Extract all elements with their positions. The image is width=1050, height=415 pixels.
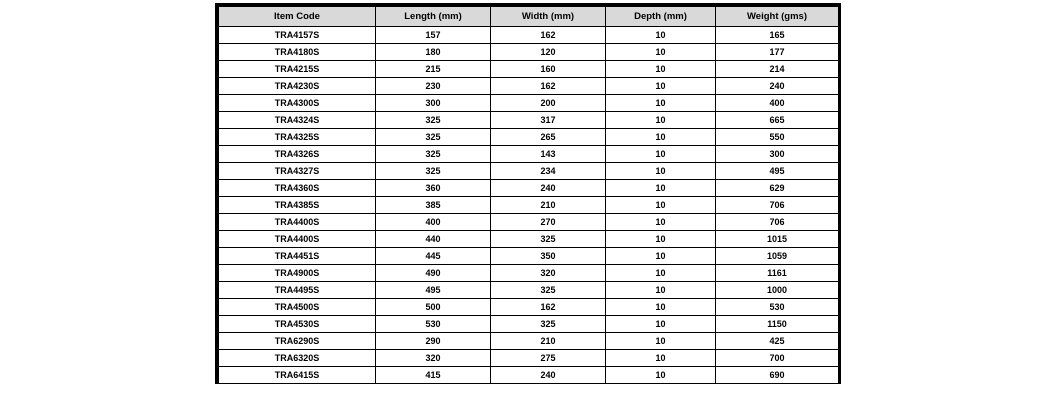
value-cell: 320 (491, 265, 606, 282)
value-cell: 445 (376, 248, 491, 265)
value-cell: 320 (376, 350, 491, 367)
value-cell: 10 (606, 27, 716, 44)
value-cell: 385 (376, 197, 491, 214)
item-code-cell: TRA4300S (219, 95, 376, 112)
value-cell: 180 (376, 44, 491, 61)
value-cell: 415 (376, 367, 491, 384)
value-cell: 10 (606, 333, 716, 350)
value-cell: 550 (716, 129, 839, 146)
item-code-cell: TRA4500S (219, 299, 376, 316)
value-cell: 400 (716, 95, 839, 112)
value-cell: 10 (606, 180, 716, 197)
table-row (219, 27, 839, 44)
value-cell: 300 (716, 146, 839, 163)
table-row (219, 299, 839, 316)
item-code-cell: TRA4326S (219, 146, 376, 163)
item-code-cell: TRA6290S (219, 333, 376, 350)
column-header: Depth (mm) (606, 7, 716, 27)
value-cell: 530 (376, 316, 491, 333)
table-row (219, 78, 839, 95)
table-row (219, 282, 839, 299)
table-row (219, 265, 839, 282)
value-cell: 690 (716, 367, 839, 384)
table-row (219, 248, 839, 265)
table-row (219, 129, 839, 146)
item-code-cell: TRA4385S (219, 197, 376, 214)
item-code-cell: TRA4324S (219, 112, 376, 129)
column-header: Item Code (219, 7, 376, 27)
item-code-cell: TRA4327S (219, 163, 376, 180)
item-code-cell: TRA4400S (219, 231, 376, 248)
item-code-cell: TRA6415S (219, 367, 376, 384)
value-cell: 325 (376, 163, 491, 180)
item-code-cell: TRA6320S (219, 350, 376, 367)
value-cell: 490 (376, 265, 491, 282)
value-cell: 210 (491, 197, 606, 214)
value-cell: 10 (606, 112, 716, 129)
value-cell: 215 (376, 61, 491, 78)
value-cell: 425 (716, 333, 839, 350)
value-cell: 270 (491, 214, 606, 231)
value-cell: 10 (606, 197, 716, 214)
table-row (219, 146, 839, 163)
value-cell: 440 (376, 231, 491, 248)
table-row (219, 350, 839, 367)
value-cell: 200 (491, 95, 606, 112)
column-header: Length (mm) (376, 7, 491, 27)
value-cell: 10 (606, 163, 716, 180)
table-row (219, 163, 839, 180)
table-row (219, 214, 839, 231)
item-code-cell: TRA4157S (219, 27, 376, 44)
value-cell: 290 (376, 333, 491, 350)
value-cell: 162 (491, 299, 606, 316)
value-cell: 360 (376, 180, 491, 197)
value-cell: 665 (716, 112, 839, 129)
value-cell: 10 (606, 95, 716, 112)
value-cell: 325 (376, 146, 491, 163)
value-cell: 214 (716, 61, 839, 78)
value-cell: 325 (491, 316, 606, 333)
value-cell: 1000 (716, 282, 839, 299)
table-row (219, 316, 839, 333)
value-cell: 317 (491, 112, 606, 129)
value-cell: 500 (376, 299, 491, 316)
value-cell: 495 (716, 163, 839, 180)
product-spec-table (218, 6, 839, 384)
value-cell: 143 (491, 146, 606, 163)
value-cell: 240 (491, 180, 606, 197)
value-cell: 495 (376, 282, 491, 299)
value-cell: 230 (376, 78, 491, 95)
value-cell: 10 (606, 129, 716, 146)
value-cell: 10 (606, 248, 716, 265)
value-cell: 10 (606, 44, 716, 61)
table-header-row (219, 7, 839, 27)
value-cell: 400 (376, 214, 491, 231)
value-cell: 10 (606, 367, 716, 384)
table-row (219, 44, 839, 61)
value-cell: 120 (491, 44, 606, 61)
value-cell: 162 (491, 27, 606, 44)
column-header: Width (mm) (491, 7, 606, 27)
value-cell: 165 (716, 27, 839, 44)
value-cell: 325 (376, 112, 491, 129)
value-cell: 10 (606, 146, 716, 163)
value-cell: 10 (606, 231, 716, 248)
value-cell: 160 (491, 61, 606, 78)
table-row (219, 95, 839, 112)
value-cell: 240 (716, 78, 839, 95)
table-row (219, 231, 839, 248)
item-code-cell: TRA4451S (219, 248, 376, 265)
value-cell: 10 (606, 350, 716, 367)
value-cell: 629 (716, 180, 839, 197)
item-code-cell: TRA4400S (219, 214, 376, 231)
value-cell: 240 (491, 367, 606, 384)
value-cell: 210 (491, 333, 606, 350)
value-cell: 10 (606, 265, 716, 282)
value-cell: 1015 (716, 231, 839, 248)
spec-table-container (215, 3, 841, 384)
value-cell: 10 (606, 214, 716, 231)
value-cell: 10 (606, 316, 716, 333)
value-cell: 275 (491, 350, 606, 367)
table-row (219, 333, 839, 350)
value-cell: 325 (491, 282, 606, 299)
table-row (219, 112, 839, 129)
value-cell: 1150 (716, 316, 839, 333)
value-cell: 234 (491, 163, 606, 180)
value-cell: 325 (491, 231, 606, 248)
value-cell: 706 (716, 197, 839, 214)
item-code-cell: TRA4230S (219, 78, 376, 95)
value-cell: 700 (716, 350, 839, 367)
item-code-cell: TRA4215S (219, 61, 376, 78)
column-header: Weight (gms) (716, 7, 839, 27)
value-cell: 162 (491, 78, 606, 95)
value-cell: 157 (376, 27, 491, 44)
item-code-cell: TRA4325S (219, 129, 376, 146)
value-cell: 10 (606, 78, 716, 95)
table-header (219, 7, 839, 27)
value-cell: 300 (376, 95, 491, 112)
value-cell: 177 (716, 44, 839, 61)
table-row (219, 367, 839, 384)
value-cell: 10 (606, 299, 716, 316)
value-cell: 530 (716, 299, 839, 316)
table-row (219, 197, 839, 214)
table-row (219, 61, 839, 78)
value-cell: 706 (716, 214, 839, 231)
item-code-cell: TRA4180S (219, 44, 376, 61)
table-body (219, 27, 839, 384)
value-cell: 350 (491, 248, 606, 265)
table-row (219, 180, 839, 197)
item-code-cell: TRA4360S (219, 180, 376, 197)
value-cell: 10 (606, 61, 716, 78)
value-cell: 325 (376, 129, 491, 146)
item-code-cell: TRA4495S (219, 282, 376, 299)
value-cell: 1059 (716, 248, 839, 265)
value-cell: 1161 (716, 265, 839, 282)
item-code-cell: TRA4530S (219, 316, 376, 333)
value-cell: 265 (491, 129, 606, 146)
value-cell: 10 (606, 282, 716, 299)
item-code-cell: TRA4900S (219, 265, 376, 282)
